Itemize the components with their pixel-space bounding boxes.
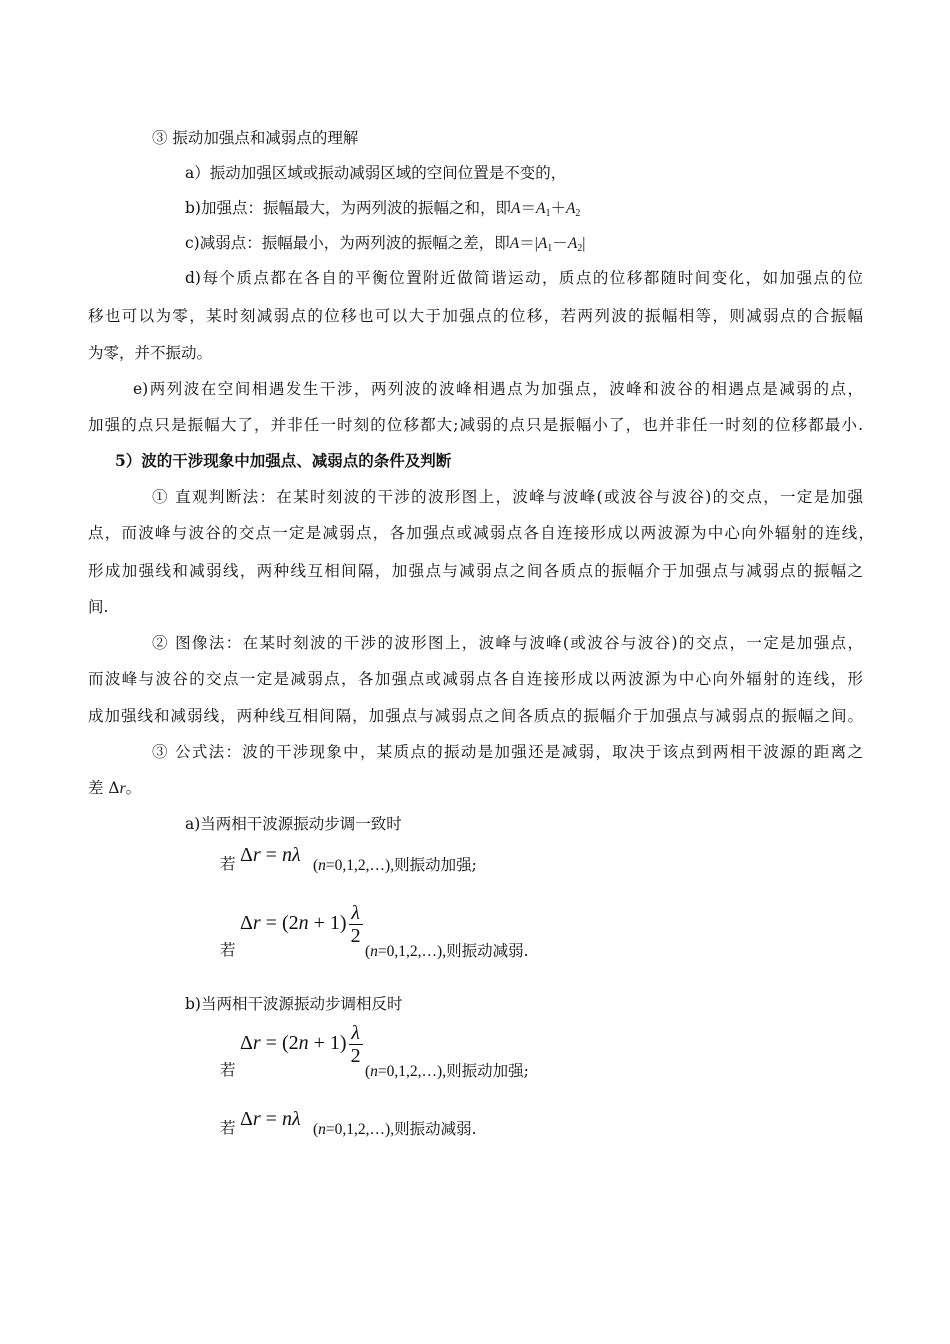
formula-n-lambda-1: Δr = nλ xyxy=(240,844,301,866)
method1-line2: 点，而波峰与波谷的交点一定是减弱点，各加强点或减弱点各自连接形成以两波源为中心向外辐射的连线， xyxy=(88,524,874,542)
method3-line1: ③ 公式法：波的干涉现象中，某质点的振动是加强还是减弱，取决于该点到两相干波源的距离之 xyxy=(152,743,863,761)
case-b-cond1-ruo: 若 xyxy=(220,1061,236,1079)
formula-n-lambda-2: Δr = nλ xyxy=(240,1108,301,1130)
formula-2n-plus-1-1: Δr = (2n + 1) $\frac{\lambda}{2}$ xyxy=(240,902,361,947)
method3-line2: 差 Δr。 xyxy=(88,779,142,797)
point-c: c)减弱点：振幅最小，为两列波的振幅之差，即$A=|A_1-A_2|$ xyxy=(185,234,586,254)
case-a-cond2-range: (n=0,1,2,…),则振动减弱. xyxy=(365,942,529,960)
point-a: a）振动加强区域或振动减弱区域的空间位置是不变的， xyxy=(185,164,567,182)
point-b-text: b)加强点：振幅最大，为两列波的振幅之和，即 xyxy=(185,199,511,217)
point-e-line2: 加强的点只是振幅大了，并非任一时刻的位移都大;减弱的点只是振幅小了，也并非任一时刻的位移都最小. xyxy=(88,416,863,434)
formula-2n-plus-1-2: Δr = (2n + 1) $\frac{\lambda}{2}$ xyxy=(240,1022,361,1067)
case-b-cond2-ruo: 若 xyxy=(220,1119,236,1137)
case-b-cond2-range: (n=0,1,2,…),则振动减弱. xyxy=(313,1120,477,1138)
method2-line3: 成加强线和减弱线，两种线互相间隔，加强点与减弱点之间各质点的振幅介于加强点与减弱点的振幅之间。 xyxy=(88,707,863,725)
point-d-line1: d)每个质点都在各自的平衡位置附近做简谐运动，质点的位移都随时间变化，如加强点的位 xyxy=(185,269,863,287)
method1-line4: 间. xyxy=(88,598,109,616)
case-a-cond1-ruo: 若 xyxy=(220,855,236,873)
method2-line1: ② 图像法：在某时刻波的干涉的波形图上，波峰与波峰(或波谷与波谷)的交点，一定是加强点， xyxy=(152,634,863,652)
section3-heading: ③ 振动加强点和减弱点的理解 xyxy=(152,129,359,147)
case-a-heading: a)当两相干波源振动步调一致时 xyxy=(185,815,402,833)
point-d-line2: 移也可以为零，某时刻减弱点的位移也可以大于加强点的位移，若两列波的振幅相等，则减弱点的合振幅 xyxy=(88,307,863,325)
method1-line1: ① 直观判断法：在某时刻波的干涉的波形图上，波峰与波峰(或波谷与波谷)的交点，一定是加强 xyxy=(152,488,863,506)
point-e-line1: e)两列波在空间相遇发生干涉，两列波的波峰相遇点为加强点，波峰和波谷的相遇点是减弱的点， xyxy=(133,380,863,398)
point-c-text: c)减弱点：振幅最小，为两列波的振幅之差，即 xyxy=(185,234,510,252)
section5-heading: 5）波的干涉现象中加强点、减弱点的条件及判断 xyxy=(115,451,452,470)
point-d-line3: 为零，并不振动。 xyxy=(88,344,213,362)
case-a-cond2-ruo: 若 xyxy=(220,941,236,959)
case-b-heading: b)当两相干波源振动步调相反时 xyxy=(185,995,403,1013)
case-b-cond1-range: (n=0,1,2,…),则振动加强; xyxy=(365,1062,529,1080)
method1-line3: 形成加强线和减弱线，两种线互相间隔，加强点与减弱点之间各质点的振幅介于加强点与减弱点的振幅之 xyxy=(88,562,863,580)
point-b: b)加强点：振幅最大，为两列波的振幅之和，即$A=A_1+A_2$ xyxy=(185,199,581,219)
method2-line2: 而波峰与波谷的交点一定是减弱点，各加强点或减弱点各自连接形成以两波源为中心向外辐射的连线，形 xyxy=(88,670,863,688)
case-a-cond1-range: (n=0,1,2,…),则振动加强; xyxy=(313,856,477,874)
